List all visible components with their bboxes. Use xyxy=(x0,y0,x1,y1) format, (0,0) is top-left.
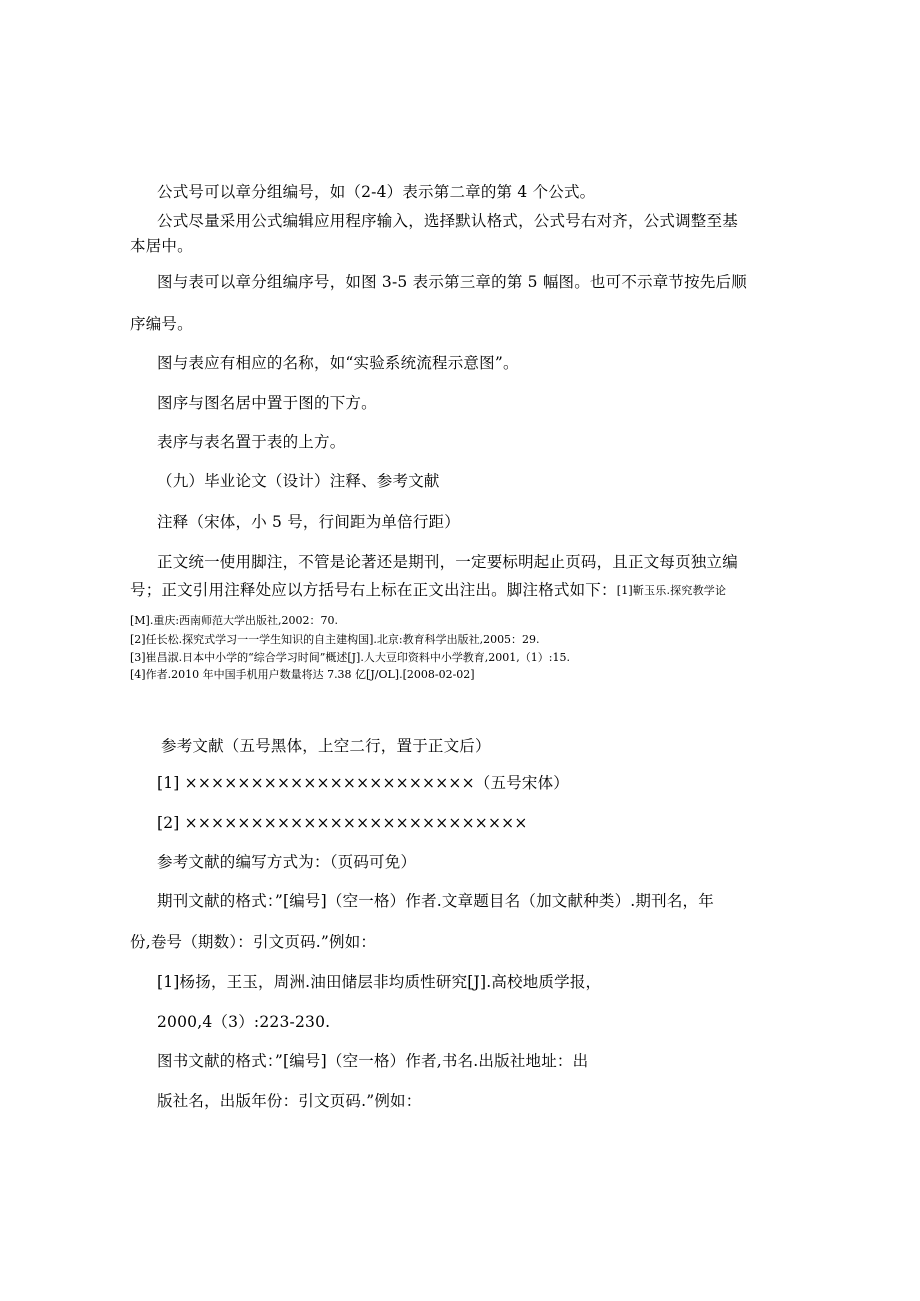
paragraph-formula-editor-line1: 公式尽量采用公式编辑应用程序输入，选择默认格式，公式号右对齐，公式调整至基 xyxy=(157,212,738,230)
paragraph-formula-numbering: 公式号可以章分组编号，如（2-4）表示第二章的第 4 个公式。 xyxy=(157,183,596,201)
paragraph-footnote-rules-line1: 正文统一使用脚注，不管是论著还是期刊，一定要标明起止页码，且正文每页独立编 xyxy=(157,553,738,571)
footnote-2: [2]任长松.探究式学习一一学生知识的自主建构国].北京:教育科学出版社,2005：29. xyxy=(130,633,540,646)
journal-example-line2: 2000,4（3）:223-230. xyxy=(157,1013,331,1031)
paragraph-footnote-rules-text: 号；正文引用注释处应以方括号右上标在正文出注出。脚注格式如下： xyxy=(130,581,617,599)
paragraph-book-format-line1: 图书文献的格式：”[编号]（空一格）作者,书名.出版社地址：出 xyxy=(157,1052,589,1070)
paragraph-journal-format-line2: 份,卷号（期数）：引文页码.”例如： xyxy=(130,933,377,951)
paragraph-formula-editor-line2: 本居中。 xyxy=(130,237,193,255)
journal-example-line1: [1]杨扬，王玉，周洲.油田储层非均质性研究[J].高校地质学报， xyxy=(157,973,602,991)
footnote-1-start: [1]靳玉乐.探究教学论 xyxy=(616,584,727,597)
paragraph-figure-caption-position: 图序与图名居中置于图的下方。 xyxy=(157,394,377,412)
reference-item-1: [1] ××××××××××××××××××××××（五号宋体） xyxy=(157,774,570,792)
footnote-1-continuation: [M].重庆:西南师范大学出版社,2002：70. xyxy=(130,614,339,627)
section-heading-notes-references: （九）毕业论文（设计）注释、参考文献 xyxy=(157,472,440,490)
paragraph-figure-names: 图与表应有相应的名称，如“实验系统流程示意图”。 xyxy=(157,354,519,372)
paragraph-reference-method: 参考文献的编写方式为：（页码可免） xyxy=(157,853,417,871)
footnote-4: [4]作者.2010 年中国手机用户数量将达 7.38 亿[J/OL].[2008-02-02] xyxy=(130,668,475,681)
footnote-3: [3]崔昌淑.日本中小学的“综合学习时间”概述[J].人大豆印资料中小学教育,2001,（1）:15. xyxy=(130,651,570,664)
paragraph-table-caption-position: 表序与表名置于表的上方。 xyxy=(157,433,346,451)
references-heading: 参考文献（五号黑体，上空二行，置于正文后） xyxy=(161,737,491,755)
paragraph-figure-numbering-line2: 序编号。 xyxy=(130,315,193,333)
paragraph-book-format-line2: 版社名，出版年份：引文页码.”例如： xyxy=(157,1092,422,1110)
paragraph-footnote-rules-line2 xyxy=(130,580,726,601)
paragraph-figure-numbering-line1: 图与表可以章分组编序号，如图 3-5 表示第三章的第 5 幅图。也可不示章节按先后顺 xyxy=(157,273,747,291)
paragraph-journal-format-line1: 期刊文献的格式：”[编号]（空一格）作者.文章题目名（加文献种类）.期刊名，年 xyxy=(157,892,714,910)
reference-item-2: [2] ×××××××××××××××××××××××××× xyxy=(157,814,528,832)
paragraph-notes-format: 注释（宋体，小 5 号，行间距为单倍行距） xyxy=(157,513,460,531)
